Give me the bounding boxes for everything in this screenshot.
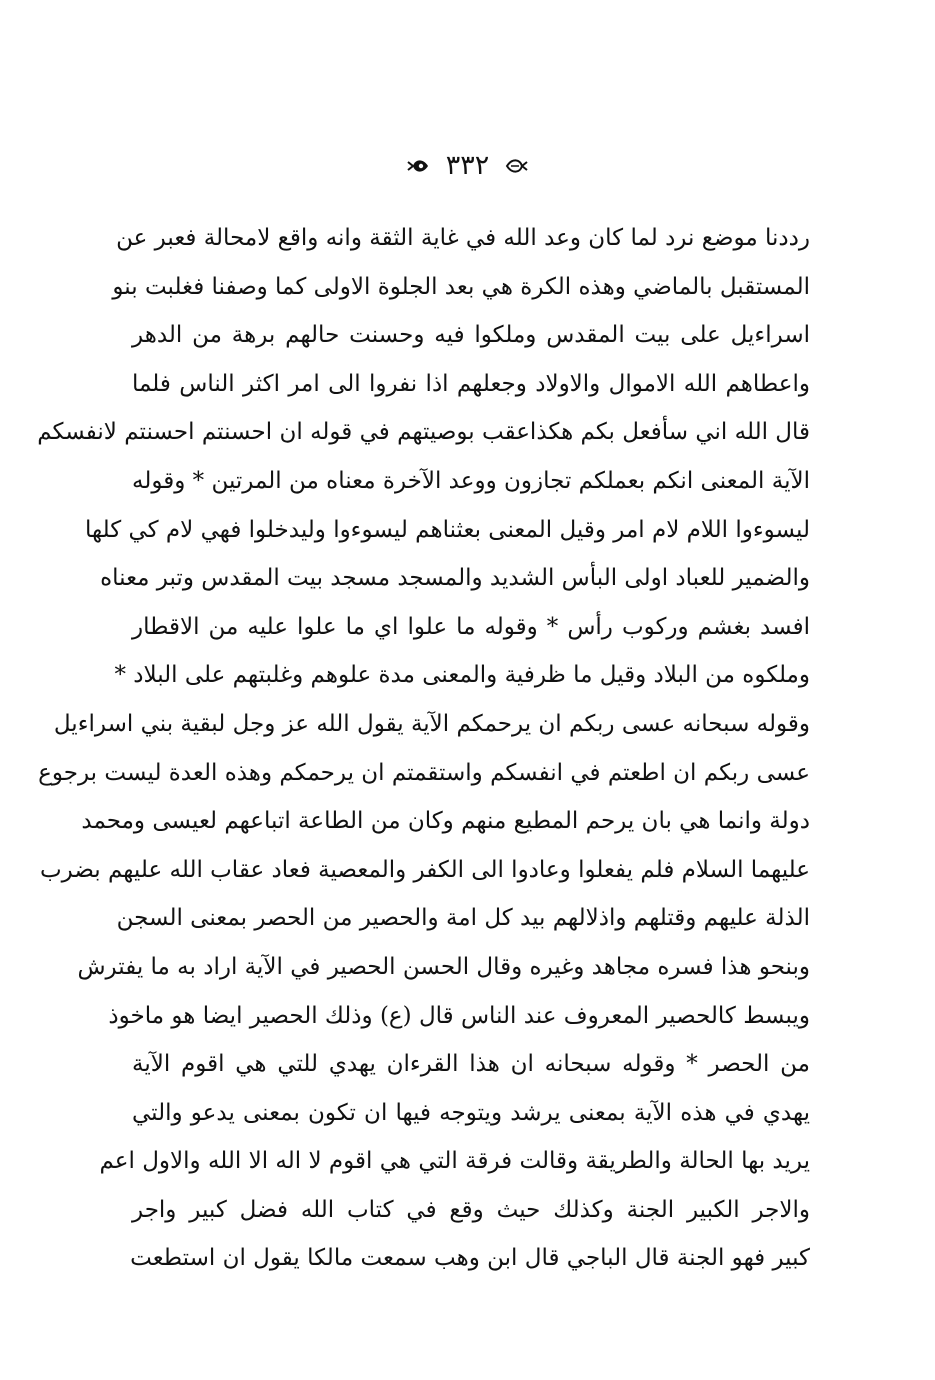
text-line: وقوله سبحانه عسى ربكم ان يرحمكم الآية يقول الله عز وجل لبقية بني اسراءيل <box>53 710 810 737</box>
body-text <box>37 214 810 1283</box>
text-line: والاجر الكبير الجنة وكذلك حيث وقع في كتاب الله فضل كبير واجر <box>132 1196 810 1223</box>
text-line: قال الله اني سأفعل بكم هكذاعقب بوصيتهم في قوله ان احسنتم احسنتم لانفسكم <box>37 419 810 446</box>
text-line: واعطاهم الله الاموال والاولاد وجعلهم اذا نفروا الى امر اكثر الناس فلما <box>132 370 810 397</box>
text-line: اسراءيل على بيت المقدس وملكوا فيه وحسنت حالهم برهة من الدهر <box>132 322 810 349</box>
text-line: عسى ربكم ان اطعتم في انفسكم واستقمتم ان يرحمكم وهذه العدة ليست برجوع <box>38 759 810 786</box>
page-header <box>0 146 935 186</box>
text-line: عليهما السلام فلم يفعلوا وعادوا الى الكفر والمعصية فعاد عقاب الله عليهم بضرب <box>40 856 810 883</box>
page-number: ٣٣٢ <box>445 150 490 181</box>
left-ornament-icon <box>406 153 432 179</box>
text-line: وملكوه من البلاد وقيل ما ظرفية والمعنى مدة علوهم وغلبتهم على البلاد * <box>114 662 810 689</box>
text-line: الذلة عليهم وقتلهم واذلالهم بيد كل امة والحصير من الحصر بمعنى السجن <box>116 905 810 932</box>
text-line: رددنا موضع نرد لما كان وعد الله في غاية الثقة وانه واقع لامحالة فعبر عن <box>116 225 810 251</box>
text-line: افسد بغشم وركوب رأس * وقوله ما علوا اي ما علوا عليه من الاقطار <box>132 613 810 640</box>
text-line: ليسوءوا اللام لام امر وقيل المعنى بعثناهم ليسوءوا وليدخلوا فهي لام كي كلها <box>84 516 810 543</box>
text-line: يريد بها الحالة والطريقة وقالت فرقة التي هي اقوم لا اله الا الله والاول اعم <box>99 1148 810 1175</box>
text-line: ويبسط كالحصير المعروف عند الناس قال (ع) وذلك الحصير ايضا هو ماخوذ <box>108 1002 810 1029</box>
text-line: الآية المعنى انكم بعملكم تجازون ووعد الآخرة معناه من المرتين * وقوله <box>132 467 810 494</box>
right-ornament-icon <box>503 153 529 179</box>
text-line: كبير فهو الجنة قال الباجي قال ابن وهب سمعت مالكا يقول ان استطعت <box>130 1245 810 1272</box>
text-line: دولة وانما هي بان يرحم المطيع منهم وكان من الطاعة اتباعهم لعيسى ومحمد <box>81 808 810 835</box>
text-line: من الحصر * وقوله سبحانه ان هذا القرءان يهدي للتي هي اقوم الآية <box>132 1051 810 1078</box>
text-line: والضمير للعباد اولى البأس الشديد والمسجد مسجد بيت المقدس وتبر معناه <box>100 565 810 592</box>
text-line: وبنحو هذا فسره مجاهد وغيره وقال الحسن الحصير في الآية اراد به ما يفترش <box>77 953 810 980</box>
text-line: المستقبل بالماضي وهذه الكرة هي بعد الجلوة الاولى كما وصفنا فغلبت بنو <box>112 273 810 300</box>
text-line: يهدي في هذه الآية بمعنى يرشد ويتوجه فيها ان تكون بمعنى يدعو والتي <box>132 1099 810 1126</box>
